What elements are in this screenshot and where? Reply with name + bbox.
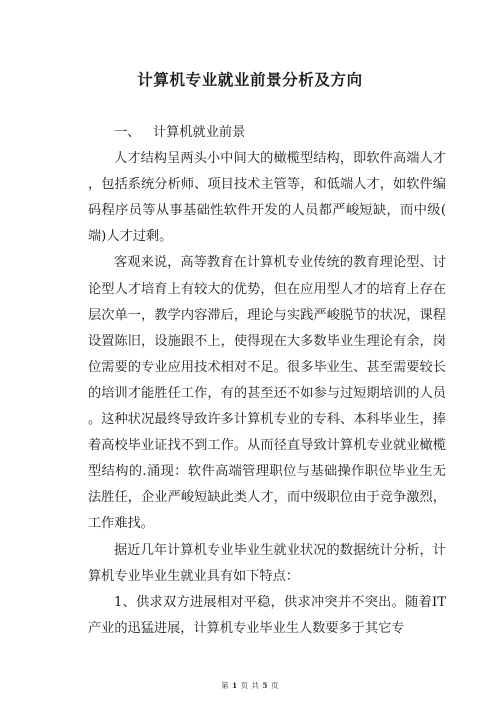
document-body — [88, 120, 446, 642]
page-footer — [0, 680, 500, 691]
footer-total-pages: 5 — [262, 681, 269, 690]
footer-middle: 页 共 — [240, 681, 260, 690]
paragraph-statistics-intro: 据近几年计算机专业毕业生就业状况的数据统计分析，计算机专业毕业生就业具有如下特点： — [88, 542, 446, 584]
footer-suffix: 页 — [270, 681, 279, 690]
paragraph-education-analysis: 客观来说，高等教育在计算机专业传统的教育理论型、讨论型人才培育上有较大的优势，但在应用型人才的培育上存在层次单一，教学内容滞后，理论与实践严峻脱节的状况，课程设置陈旧，设施跟不上，使得现在大多数毕业生理论有余，岗位需要的专业应用技术相对不足。很多毕业生、甚至需要较长的培训才能胜任工作，有的甚至还不如参与过短期培训的人员。这种状况最终导致许多计算机专业的专科、本科毕业生，捧着高校毕业证找不到工作。从而径直导致计算机专业就业橄榄型结构的.涌现：软件高端管理职位与基础操作职位毕业生无法胜任，企业严峻短缺此类人才，而中级职位由于竞争激烈，工作难找。 — [88, 255, 446, 532]
footer-current-page: 1 — [231, 681, 238, 690]
document-title: 计算机专业就业前景分析及方向 — [137, 70, 363, 89]
paragraph-feature-1: 1、供求双方进展相对平稳，供求冲突并不突出。随着IT产业的迅猛进展，计算机专业毕业生人数要多于其它专 — [88, 594, 446, 636]
section-heading: 一、 计算机就业前景 — [114, 125, 246, 140]
paragraph-talent-structure: 人才结构呈两头小中间大的橄榄型结构，即软件高端人才，包括系统分析师、项目技术主管等，和低端人才，如软件编码程序员等从事基础性软件开发的人员都严峻短缺，而中级(端)人才过剩。 — [88, 151, 446, 245]
footer-prefix: 第 — [221, 681, 230, 690]
